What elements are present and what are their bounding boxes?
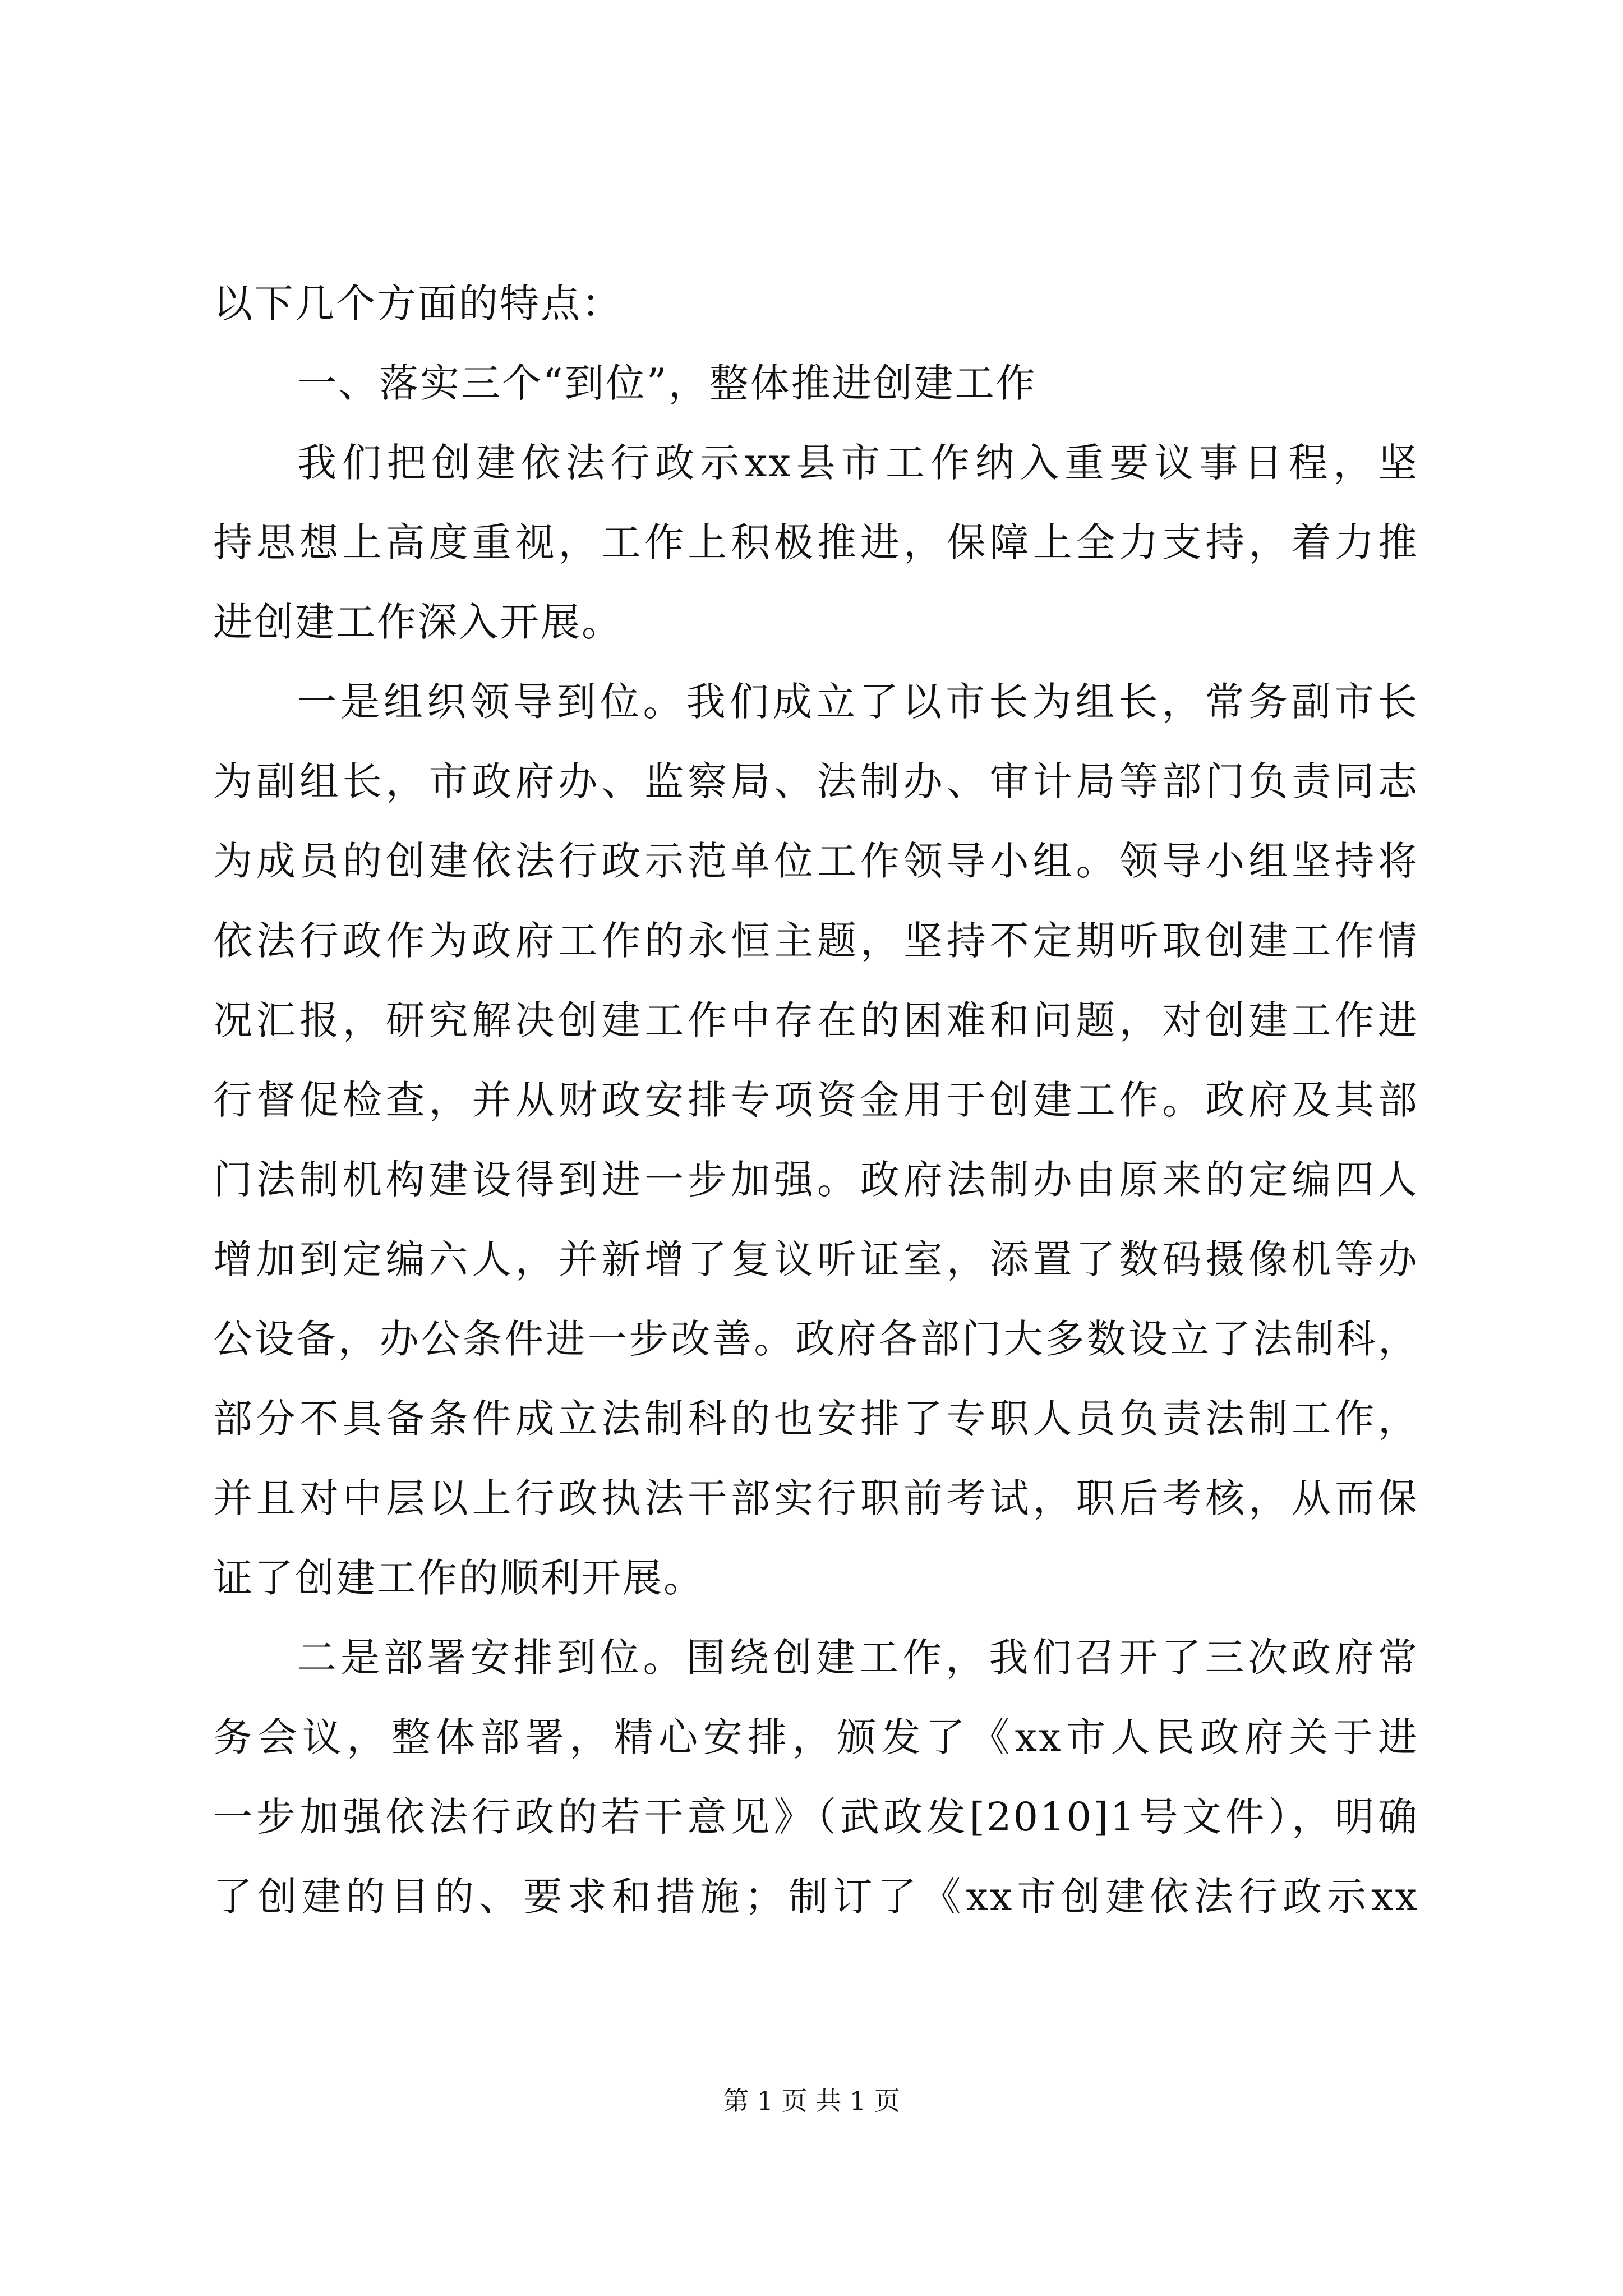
text-line: 进创建工作深入开展。 bbox=[213, 599, 623, 645]
section-heading: 一、落实三个“到位”，整体推进创建工作 bbox=[297, 360, 1037, 406]
text-line: 为成员的创建依法行政示范单位工作领导小组。领导小组坚持将 bbox=[213, 838, 1419, 884]
text-line: 我们把创建依法行政示xx县市工作纳入重要议事日程，坚 bbox=[297, 440, 1419, 486]
text-line: 门法制机构建设得到进一步加强。政府法制办由原来的定编四人 bbox=[213, 1157, 1419, 1203]
document-body bbox=[213, 264, 1419, 1936]
text-line: 二是部署安排到位。围绕创建工作，我们召开了三次政府常 bbox=[297, 1635, 1419, 1681]
text-line: 公设备，办公条件进一步改善。政府各部门大多数设立了法制科， bbox=[213, 1316, 1419, 1362]
text-line: 行督促检查，并从财政安排专项资金用于创建工作。政府及其部 bbox=[213, 1077, 1419, 1123]
text-line: 了创建的目的、要求和措施；制订了《xx市创建依法行政示xx bbox=[213, 1874, 1419, 1920]
text-line: 以下几个方面的特点： bbox=[213, 280, 623, 326]
text-line: 持思想上高度重视，工作上积极推进，保障上全力支持，着力推 bbox=[213, 519, 1419, 565]
text-line: 为副组长，市政府办、监察局、法制办、审计局等部门负责同志 bbox=[213, 758, 1419, 804]
text-line: 并且对中层以上行政执法干部实行职前考试，职后考核，从而保 bbox=[213, 1475, 1419, 1521]
text-line: 务会议，整体部署，精心安排，颁发了《xx市人民政府关于进 bbox=[213, 1714, 1419, 1760]
text-line: 证了创建工作的顺利开展。 bbox=[213, 1555, 704, 1601]
text-line: 况汇报，研究解决创建工作中存在的困难和问题，对创建工作进 bbox=[213, 997, 1419, 1043]
page-footer: 第 1 页 共 1 页 bbox=[723, 2086, 900, 2116]
text-line: 部分不具备条件成立法制科的也安排了专职人员负责法制工作， bbox=[213, 1396, 1419, 1442]
text-line: 一是组织领导到位。我们成立了以市长为组长，常务副市长 bbox=[297, 679, 1419, 725]
text-line: 依法行政作为政府工作的永恒主题，坚持不定期听取创建工作情 bbox=[213, 918, 1419, 964]
text-line: 一步加强依法行政的若干意见》（武政发[2010]1号文件），明确 bbox=[213, 1794, 1419, 1840]
text-line: 增加到定编六人，并新增了复议听证室，添置了数码摄像机等办 bbox=[213, 1236, 1419, 1282]
